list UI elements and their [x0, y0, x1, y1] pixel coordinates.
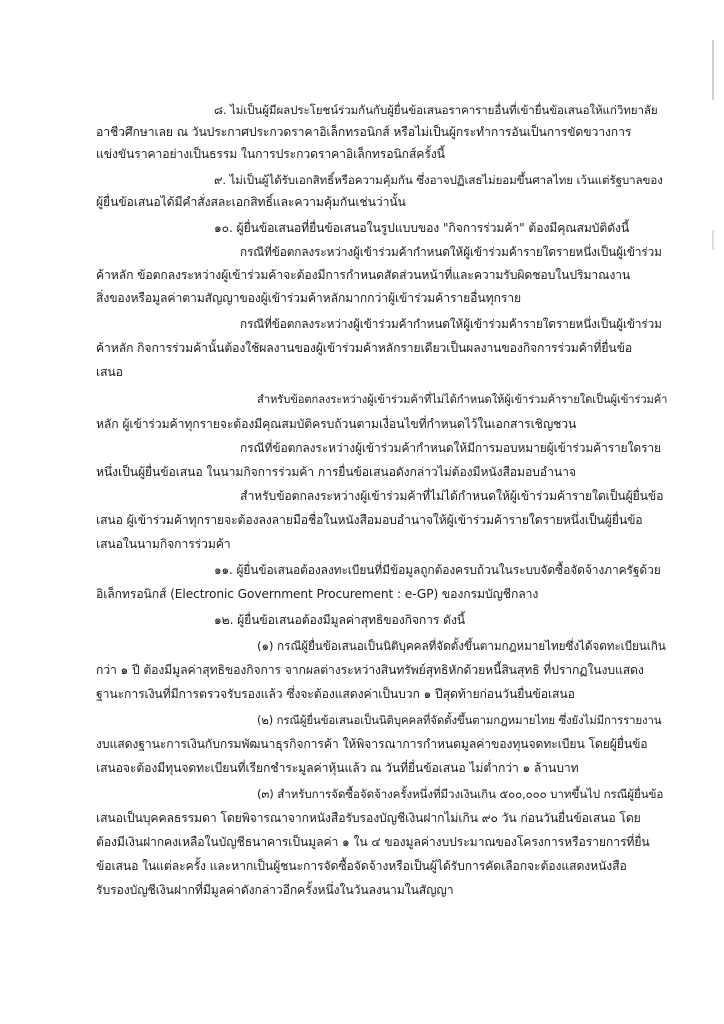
clause-8-line-3: แข่งขันราคาอย่างเป็นธรรม ในการประกวดราคาอิเล็กทรอนิกส์ครั้งนี้ [96, 147, 445, 161]
clause-8-line-1: ๘. ไม่เป็นผู้มีผลประโยชน์ร่วมกันกับผู้ยื่นข้อเสนอราคารายอื่นที่เข้ายื่นข้อเสนอให้แก่วิทยาลัย [214, 103, 658, 117]
clause-10-case-2-line-2: ค้าหลัก กิจการร่วมค้านั้นต้องใช้ผลงานของผู้เข้าร่วมค้าหลักรายเดียวเป็นผลงานของกิจการร่วมค้าที่ยื่นข้อ [96, 341, 633, 355]
clause-10-case-1-line-3: สิ่งของหรือมูลค่าตามสัญญาของผู้เข้าร่วมค้าหลักมากกว่าผู้เข้าร่วมค้ารายอื่นทุกราย [96, 291, 522, 305]
clause-12-item-1-line-2: กว่า ๑ ปี ต้องมีมูลค่าสุทธิของกิจการ จากผลต่างระหว่างสินทรัพย์สุทธิหักด้วยหนี้สินสุทธิ ที่ปรากฏในงบแสดง [96, 663, 644, 677]
clause-10-case-4-line-1: กรณีที่ข้อตกลงระหว่างผู้เข้าร่วมค้ากำหนดให้มีการมอบหมายผู้เข้าร่วมค้ารายใดราย [240, 441, 661, 455]
clause-12-item-2-line-2: งบแสดงฐานะการเงินกับกรมพัฒนาธุรกิจการค้า ให้พิจารณาการกำหนดมูลค่าของทุนจดทะเบียน โดยผู้ยื่นข้อ [96, 737, 648, 751]
clause-10-case-5-line-2: เสนอ ผู้เข้าร่วมค้าทุกรายจะต้องลงลายมือชื่อในหนังสือมอบอำนาจให้ผู้เข้าร่วมค้ารายใดรายหนึ่งเป็นผู้ยื่นข้อ [96, 513, 643, 527]
clause-10-case-5-line-3: เสนอในนามกิจการร่วมค้า [96, 537, 231, 551]
clause-10-case-1-line-1: กรณีที่ข้อตกลงระหว่างผู้เข้าร่วมค้ากำหนดให้ผู้เข้าร่วมค้ารายใดรายหนึ่งเป็นผู้เข้าร่วม [240, 245, 662, 259]
clause-9-line-2: ผู้ยื่นข้อเสนอได้มีคำสั่งสละเอกสิทธิ์และความคุ้มกันเช่นว่านั้น [96, 195, 406, 209]
clause-12-item-3-line-2: เสนอเป็นบุคคลธรรมดา โดยพิจารณาจากหนังสือรับรองบัญชีเงินฝากไม่เกิน ๙๐ วัน ก่อนวันยื่นข้อเสนอ โดย [96, 811, 641, 825]
clause-12-item-3-line-4: ข้อเสนอ ในแต่ละครั้ง และหากเป็นผู้ชนะการจัดซื้อจัดจ้างหรือเป็นผู้ได้รับการคัดเลือกจะต้องแสดงหนังสือ [96, 859, 627, 873]
clause-11-line-1: ๑๑. ผู้ยื่นข้อเสนอต้องลงทะเบียนที่มีข้อมูลถูกต้องครบถ้วนในระบบจัดซื้อจัดจ้างภาครัฐด้วย [214, 563, 661, 577]
scan-edge-mark [712, 230, 714, 250]
clause-10-case-5-line-1: สำหรับข้อตกลงระหว่างผู้เข้าร่วมค้าที่ไม่ได้กำหนดให้ผู้เข้าร่วมค้ารายใดเป็นผู้ยื่นข้อ [240, 489, 664, 503]
clause-12-item-3-line-1: (๓) สำหรับการจัดซื้อจัดจ้างครั้งหนึ่งที่มีวงเงินเกิน ๕๐๐,๐๐๐ บาทขึ้นไป กรณีผู้ยื่นข้อ [257, 787, 664, 801]
clause-10-heading: ๑๐. ผู้ยื่นข้อเสนอที่ยื่นข้อเสนอในรูปแบบของ "กิจการร่วมค้า" ต้องมีคุณสมบัติดังนี้ [214, 221, 630, 235]
scan-edge-mark [712, 40, 714, 100]
clause-12-item-1-line-1: (๑) กรณีผู้ยื่นข้อเสนอเป็นนิติบุคคลที่จัดตั้งขึ้นตามกฎหมายไทยซึ่งได้จดทะเบียนเกิน [257, 639, 666, 653]
clause-12-item-2-line-1: (๒) กรณีผู้ยื่นข้อเสนอเป็นนิติบุคคลที่จัดตั้งขึ้นตามกฎหมายไทย ซึ่งยังไม่มีการรายงาน [257, 713, 662, 727]
clause-11-line-2: อิเล็กทรอนิกส์ (Electronic Government Procurement : e-GP) ของกรมบัญชีกลาง [96, 587, 539, 601]
clause-12-item-3-line-5: รับรองบัญชีเงินฝากที่มีมูลค่าดังกล่าวอีกครั้งหนึ่งในวันลงนามในสัญญา [96, 883, 454, 897]
clause-10-case-2-line-3: เสนอ [96, 365, 123, 379]
clause-8-line-2: อาชีวศึกษาเลย ณ วันประกาศประกวดราคาอิเล็กทรอนิกส์ หรือไม่เป็นผู้กระทำการอันเป็นการขัดขวางการ [96, 125, 632, 139]
clause-12-item-2-line-3: เสนอจะต้องมีทุนจดทะเบียนที่เรียกชำระมูลค่าหุ้นแล้ว ณ วันที่ยื่นข้อเสนอ ไม่ต่ำกว่า ๑ ล้านบาท [96, 761, 579, 775]
clause-10-case-3-line-1: สำหรับข้อตกลงระหว่างผู้เข้าร่วมค้าที่ไม่ได้กำหนดให้ผู้เข้าร่วมค้ารายใดเป็นผู้เข้าร่วมค้า [257, 393, 668, 406]
clause-10-case-1-line-2: ค้าหลัก ข้อตกลงระหว่างผู้เข้าร่วมค้าจะต้องมีการกำหนดสัดส่วนหน้าที่และความรับผิดชอบในปริมาณงาน [96, 268, 631, 282]
clause-10-case-4-line-2: หนึ่งเป็นผู้ยื่นข้อเสนอ ในนามกิจการร่วมค้า การยื่นข้อเสนอดังกล่าวไม่ต้องมีหนังสือมอบอำนาจ [96, 465, 576, 479]
clause-10-case-3-line-2: หลัก ผู้เข้าร่วมค้าทุกรายจะต้องมีคุณสมบัติครบถ้วนตามเงื่อนไขที่กำหนดไว้ในเอกสารเชิญชวน [96, 417, 577, 431]
clause-12-heading: ๑๒. ผู้ยื่นข้อเสนอต้องมีมูลค่าสุทธิของกิจการ ดังนี้ [214, 613, 466, 627]
clause-12-item-3-line-3: ต้องมีเงินฝากคงเหลือในบัญชีธนาคารเป็นมูลค่า ๑ ใน ๔ ของมูลค่างบประมาณของโครงการหรือรายการที่ยื่น [96, 835, 650, 849]
clause-10-case-2-line-1: กรณีที่ข้อตกลงระหว่างผู้เข้าร่วมค้ากำหนดให้ผู้เข้าร่วมค้ารายใดรายหนึ่งเป็นผู้เข้าร่วม [240, 317, 662, 331]
clause-12-item-1-line-3: ฐานะการเงินที่มีการตรวจรับรองแล้ว ซึ่งจะต้องแสดงค่าเป็นบวก ๑ ปีสุดท้ายก่อนวันยื่นข้อเสนอ [96, 687, 575, 701]
clause-9-line-1: ๙. ไม่เป็นผู้ได้รับเอกสิทธิ์หรือความคุ้มกัน ซึ่งอาจปฏิเสธไม่ยอมขึ้นศาลไทย เว้นแต่รัฐบาลของ [214, 173, 663, 187]
